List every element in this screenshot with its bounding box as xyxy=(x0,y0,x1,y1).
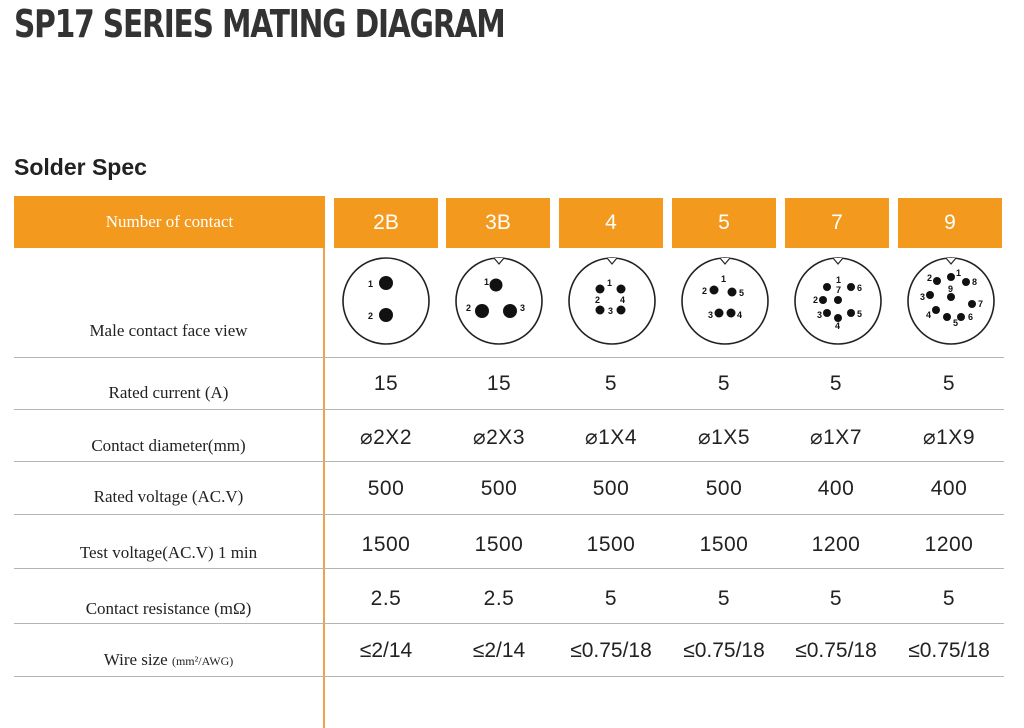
pin-mark xyxy=(728,288,737,297)
cell-contact-resistance: 2.5 xyxy=(370,587,402,610)
pin-label: 2 xyxy=(595,295,601,305)
cell-wire-size: ≤0.75/18 xyxy=(683,639,765,662)
cell-contact-resistance: 5 xyxy=(604,587,618,610)
pin-label: 8 xyxy=(972,277,978,287)
pin-label: 1 xyxy=(721,274,727,284)
pin-label: 5 xyxy=(857,309,863,319)
section-title: Solder Spec xyxy=(14,154,147,180)
cell-rated-voltage: 500 xyxy=(367,477,405,500)
cell-contact-diameter: ⌀1X4 xyxy=(584,426,637,449)
face-view-label: Male contact face view xyxy=(89,321,248,340)
pin-label: 7 xyxy=(978,299,984,309)
cell-contact-diameter: ⌀2X3 xyxy=(472,426,525,449)
pin-mark xyxy=(596,306,605,315)
cell-wire-size: ≤0.75/18 xyxy=(570,639,652,662)
pin-label: 4 xyxy=(737,310,743,320)
column-header-4: 4 xyxy=(559,198,663,248)
face-5 xyxy=(680,256,770,346)
cell-rated-voltage: 500 xyxy=(592,477,630,500)
pin-mark xyxy=(617,306,626,315)
cell-rated-voltage: 400 xyxy=(817,477,855,500)
cell-contact-resistance: 2.5 xyxy=(483,587,515,610)
pin-label: 3 xyxy=(520,303,526,313)
pin-label: 2 xyxy=(466,303,472,313)
cell-contact-resistance: 5 xyxy=(829,587,843,610)
column-header-5: 5 xyxy=(672,198,776,248)
cell-test-voltage: 1500 xyxy=(474,533,524,556)
row-divider xyxy=(14,461,1004,462)
column-header-9: 9 xyxy=(898,198,1002,248)
pin-mark xyxy=(947,273,955,281)
pin-mark xyxy=(847,283,855,291)
row-label-rated-current: Rated current (A) xyxy=(108,383,229,402)
connector-face-9-icon xyxy=(906,256,996,346)
cell-rated-voltage: 500 xyxy=(480,477,518,500)
cell-rated-current: 5 xyxy=(717,372,731,395)
pin-mark xyxy=(947,293,955,301)
pin-mark xyxy=(710,286,719,295)
pin-label: 2 xyxy=(368,311,374,321)
wire-size-label: Wire size xyxy=(103,650,168,669)
column-header-7: 7 xyxy=(785,198,889,248)
pin-mark xyxy=(596,285,605,294)
pin-label: 3 xyxy=(817,310,823,320)
pin-mark xyxy=(823,309,831,317)
pin-mark xyxy=(962,278,970,286)
cell-wire-size: ≤2/14 xyxy=(359,639,413,662)
row-divider xyxy=(14,357,1004,358)
pin-label: 1 xyxy=(368,279,374,289)
cell-rated-voltage: 400 xyxy=(930,477,968,500)
pin-label: 1 xyxy=(607,278,613,288)
cell-rated-voltage: 500 xyxy=(705,477,743,500)
pin-mark xyxy=(617,285,626,294)
cell-contact-resistance: 5 xyxy=(717,587,731,610)
pin-mark xyxy=(957,313,965,321)
cell-rated-current: 5 xyxy=(829,372,843,395)
wire-size-unit: (mm²/AWG) xyxy=(171,654,234,668)
pin-label: 3 xyxy=(708,310,714,320)
connector-face-7-icon xyxy=(793,256,883,346)
pin-label: 4 xyxy=(620,295,626,305)
row-label-test-voltage: Test voltage(AC.V) 1 min xyxy=(79,543,258,562)
row-label-contact-diameter: Contact diameter(mm) xyxy=(91,436,246,455)
pin-mark xyxy=(475,304,489,318)
cell-wire-size: ≤0.75/18 xyxy=(908,639,990,662)
cell-test-voltage: 1200 xyxy=(811,533,861,556)
pin-label: 6 xyxy=(968,312,974,322)
face-4 xyxy=(567,256,657,346)
pin-mark xyxy=(490,279,503,292)
face-7 xyxy=(793,256,883,346)
pin-label: 4 xyxy=(835,321,841,331)
row-divider xyxy=(14,409,1004,410)
pin-label: 9 xyxy=(948,284,954,294)
header-label: Number of contact xyxy=(14,196,325,248)
cell-contact-diameter: ⌀1X7 xyxy=(809,426,862,449)
pin-mark xyxy=(933,277,941,285)
cell-wire-size: ≤0.75/18 xyxy=(795,639,877,662)
pin-mark xyxy=(823,283,831,291)
cell-rated-current: 5 xyxy=(942,372,956,395)
pin-label: 1 xyxy=(836,275,842,285)
cell-rated-current: 15 xyxy=(373,372,399,395)
pin-label: 3 xyxy=(920,292,926,302)
row-divider xyxy=(14,568,1004,569)
row-label-wire-size xyxy=(14,650,323,670)
pin-label: 4 xyxy=(926,310,932,320)
pin-mark xyxy=(932,306,940,314)
cell-test-voltage: 1500 xyxy=(361,533,411,556)
pin-mark xyxy=(503,304,517,318)
column-header-2b: 2B xyxy=(334,198,438,248)
column-header-3b: 3B xyxy=(446,198,550,248)
pin-mark xyxy=(819,296,827,304)
pin-mark xyxy=(727,309,736,318)
pin-label: 7 xyxy=(836,285,842,295)
pin-label: 5 xyxy=(953,318,959,328)
cell-rated-current: 15 xyxy=(486,372,512,395)
face-2b xyxy=(341,256,431,346)
pin-label: 2 xyxy=(927,273,933,283)
pin-label: 3 xyxy=(608,306,614,316)
row-divider xyxy=(14,676,1004,677)
connector-face-5-icon xyxy=(680,256,770,346)
connector-face-4-icon xyxy=(567,256,657,346)
row-label-contact-resistance: Contact resistance (mΩ) xyxy=(85,599,252,618)
pin-label: 1 xyxy=(956,268,962,278)
pin-label: 5 xyxy=(739,288,745,298)
face-3b xyxy=(454,256,544,346)
face-9 xyxy=(906,256,996,346)
row-divider xyxy=(14,623,1004,624)
cell-contact-diameter: ⌀1X9 xyxy=(922,426,975,449)
row-divider xyxy=(14,514,1004,515)
pin-label: 6 xyxy=(857,283,863,293)
pin-label: 1 xyxy=(484,277,490,287)
row-label-rated-voltage: Rated voltage (AC.V) xyxy=(93,487,244,506)
pin-label: 2 xyxy=(702,286,708,296)
page-title: SP17 SERIES MATING DIAGRAM xyxy=(14,2,505,46)
cell-test-voltage: 1200 xyxy=(924,533,974,556)
pin-label: 2 xyxy=(813,295,819,305)
cell-test-voltage: 1500 xyxy=(586,533,636,556)
cell-rated-current: 5 xyxy=(604,372,618,395)
pin-mark xyxy=(715,309,724,318)
cell-test-voltage: 1500 xyxy=(699,533,749,556)
cell-contact-diameter: ⌀2X2 xyxy=(359,426,412,449)
cell-contact-resistance: 5 xyxy=(942,587,956,610)
pin-mark xyxy=(379,308,393,322)
connector-face-3b-icon xyxy=(454,256,544,346)
cell-contact-diameter: ⌀1X5 xyxy=(697,426,750,449)
column-divider xyxy=(323,248,325,728)
pin-mark xyxy=(834,296,842,304)
pin-mark xyxy=(847,309,855,317)
cell-wire-size: ≤2/14 xyxy=(472,639,526,662)
pin-mark xyxy=(968,300,976,308)
pin-mark xyxy=(926,291,934,299)
connector-face-2b-icon xyxy=(341,256,431,346)
pin-mark xyxy=(943,313,951,321)
pin-mark xyxy=(379,276,393,290)
